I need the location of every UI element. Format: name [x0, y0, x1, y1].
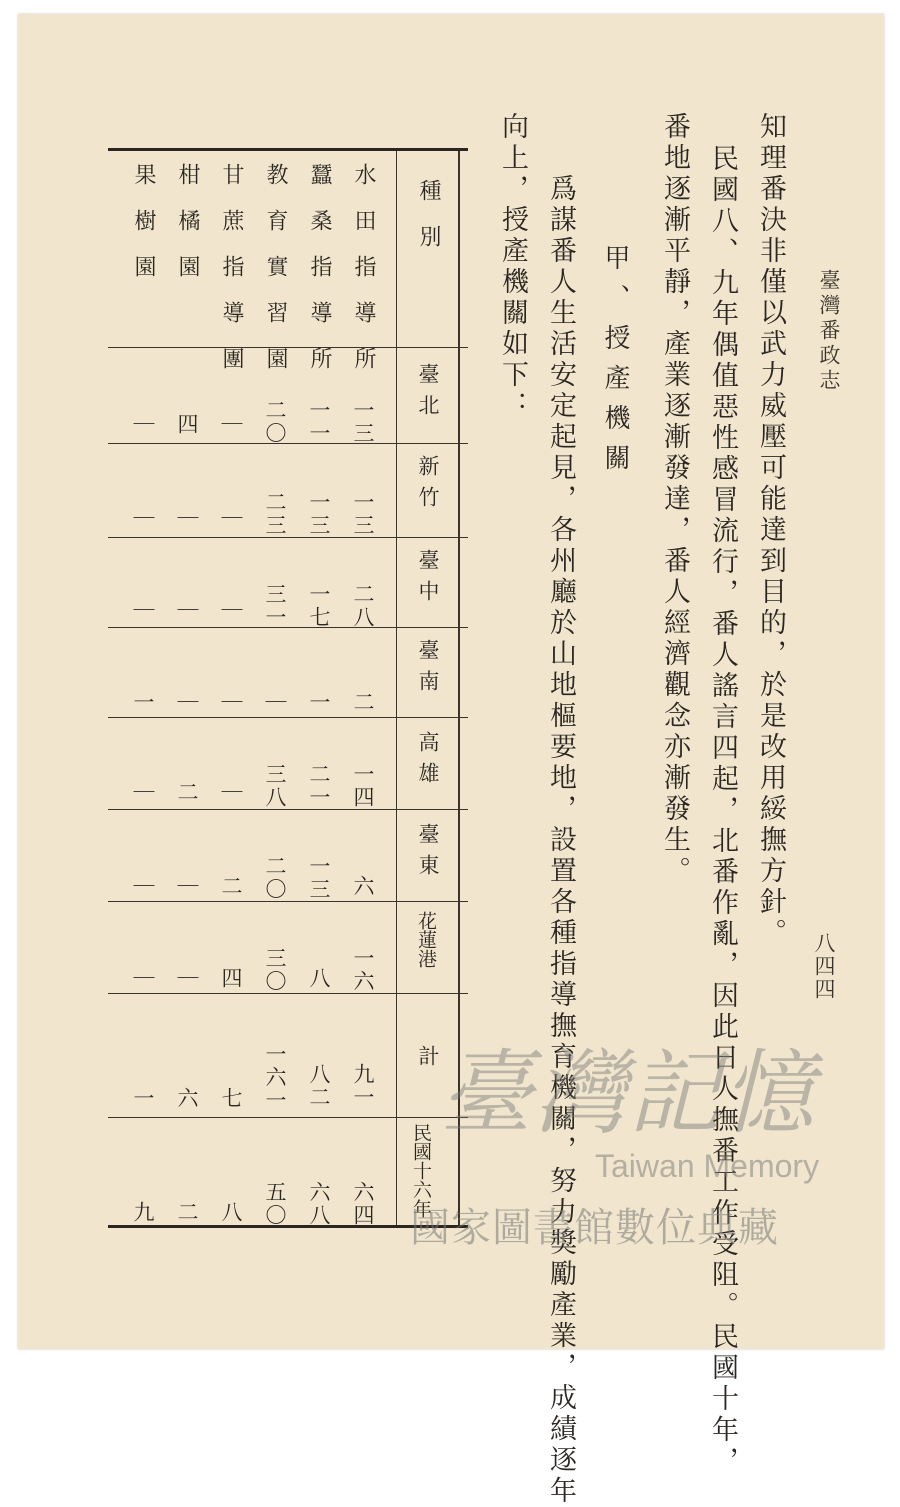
table-cell: ｜	[219, 507, 243, 530]
table-cell: ｜	[219, 599, 243, 622]
book-title-header: 臺灣番政志	[817, 269, 841, 394]
table-cell: 九一	[351, 1063, 375, 1109]
category-sericulture: 蠶桑指導所	[307, 163, 332, 393]
category-education-farm: 教育實習園	[263, 163, 288, 393]
paragraph2-line1: 爲謀番人生活安定起見，各州廳於山地樞要地，設置各種指導撫育機關，努力獎勵產業，成績逐年	[545, 174, 576, 1507]
table-cell: 二	[175, 781, 199, 804]
production-agencies-table	[108, 148, 468, 1228]
table-cell: 八	[307, 967, 331, 990]
paragraph1-line1: 知理番決非僅以武力威壓可能達到目的，於是改用綏撫方針。	[755, 112, 786, 949]
watermark-logo-text: 臺灣記憶	[440, 1040, 817, 1147]
table-cell: 一	[131, 1087, 155, 1110]
table-cell: 七	[219, 1087, 243, 1110]
table-cell: 三一	[263, 583, 287, 629]
paragraph1-line3: 番地逐漸平靜，產業逐漸發達，番人經濟觀念亦漸發生。	[659, 112, 690, 887]
table-cell: ｜	[175, 691, 199, 714]
table-cell: 六八	[307, 1181, 331, 1227]
table-cell: 一三	[351, 491, 375, 537]
table-cell: 八	[219, 1201, 243, 1224]
table-cell: ｜	[131, 413, 155, 436]
table-cell: 三〇	[263, 947, 287, 993]
watermark-subtitle: 國家圖書館數位典藏	[410, 1205, 779, 1251]
column-header-hualien: 花蓮港	[415, 911, 437, 968]
category-orchard: 果樹園	[131, 163, 156, 301]
table-cell: 六四	[351, 1181, 375, 1227]
table-cell: ｜	[175, 507, 199, 530]
watermark-english: Taiwan Memory	[595, 1148, 820, 1184]
table-cell: 二八	[351, 583, 375, 629]
table-cell: 六	[175, 1087, 199, 1110]
table-cell: 二〇	[263, 399, 287, 445]
table-cell: ｜	[219, 413, 243, 436]
table-cell: 二	[219, 875, 243, 898]
category-paddy-field: 水田指導所	[351, 163, 376, 393]
paragraph1-line2: 民國八、九年偶值惡性感冒流行，番人謠言四起，北番作亂，因此日人撫番工作受阻。民國十年，	[707, 144, 738, 1477]
column-header-taitung: 臺東	[416, 823, 440, 885]
column-header-hsinchu: 新竹	[416, 455, 440, 517]
table-cell: 一六一	[263, 1043, 287, 1112]
table-cell: 九	[131, 1201, 155, 1224]
table-cell: ｜	[263, 691, 287, 714]
table-cell: 四	[175, 413, 199, 436]
table-cell: 三八	[263, 763, 287, 809]
category-citrus: 柑橘園	[175, 163, 200, 301]
table-cell: 一三	[307, 855, 331, 901]
table-cell: 一七	[307, 583, 331, 629]
table-cell: 六	[351, 875, 375, 898]
table-cell: 一	[307, 691, 331, 714]
column-header-taipei: 臺北	[416, 363, 440, 425]
table-cell: 二一	[307, 763, 331, 809]
table-cell: 八二	[307, 1063, 331, 1109]
section-title: 甲、授產機關	[600, 244, 630, 484]
table-cell: 一	[131, 691, 155, 714]
table-cell: 一六	[351, 947, 375, 993]
table-cell: ｜	[175, 967, 199, 990]
table-cell: 四	[219, 967, 243, 990]
table-cell: 一三	[307, 491, 331, 537]
table-cell: ｜	[131, 781, 155, 804]
table-cell: ｜	[131, 507, 155, 530]
table-cell: ｜	[175, 875, 199, 898]
table-cell: 二	[175, 1201, 199, 1224]
column-header-kaohsiung: 高雄	[416, 731, 440, 793]
table-cell: 二三	[263, 491, 287, 537]
table-cell: ｜	[131, 599, 155, 622]
column-header-tainan: 臺南	[416, 639, 440, 701]
table-cell: ｜	[219, 691, 243, 714]
table-cell: ｜	[219, 781, 243, 804]
table-cell: 二〇	[263, 855, 287, 901]
category-header: 種別	[416, 179, 441, 271]
table-cell: 二	[351, 691, 375, 714]
page-number: 八四四	[812, 932, 836, 1001]
table-cell: ｜	[131, 967, 155, 990]
table-cell: 一三	[351, 399, 375, 445]
column-header-total: 計	[416, 1045, 440, 1076]
table-cell: 五〇	[263, 1181, 287, 1227]
table-cell: ｜	[131, 875, 155, 898]
category-sugarcane: 甘蔗指導團	[219, 163, 244, 393]
column-header-1927: 民國十六年	[410, 1123, 432, 1218]
table-cell: ｜	[175, 599, 199, 622]
table-cell: 一一	[307, 399, 331, 445]
paragraph2-line2: 向上，授產機關如下：	[497, 112, 528, 422]
table-cell: 一四	[351, 763, 375, 809]
column-header-taichung: 臺中	[416, 549, 440, 611]
